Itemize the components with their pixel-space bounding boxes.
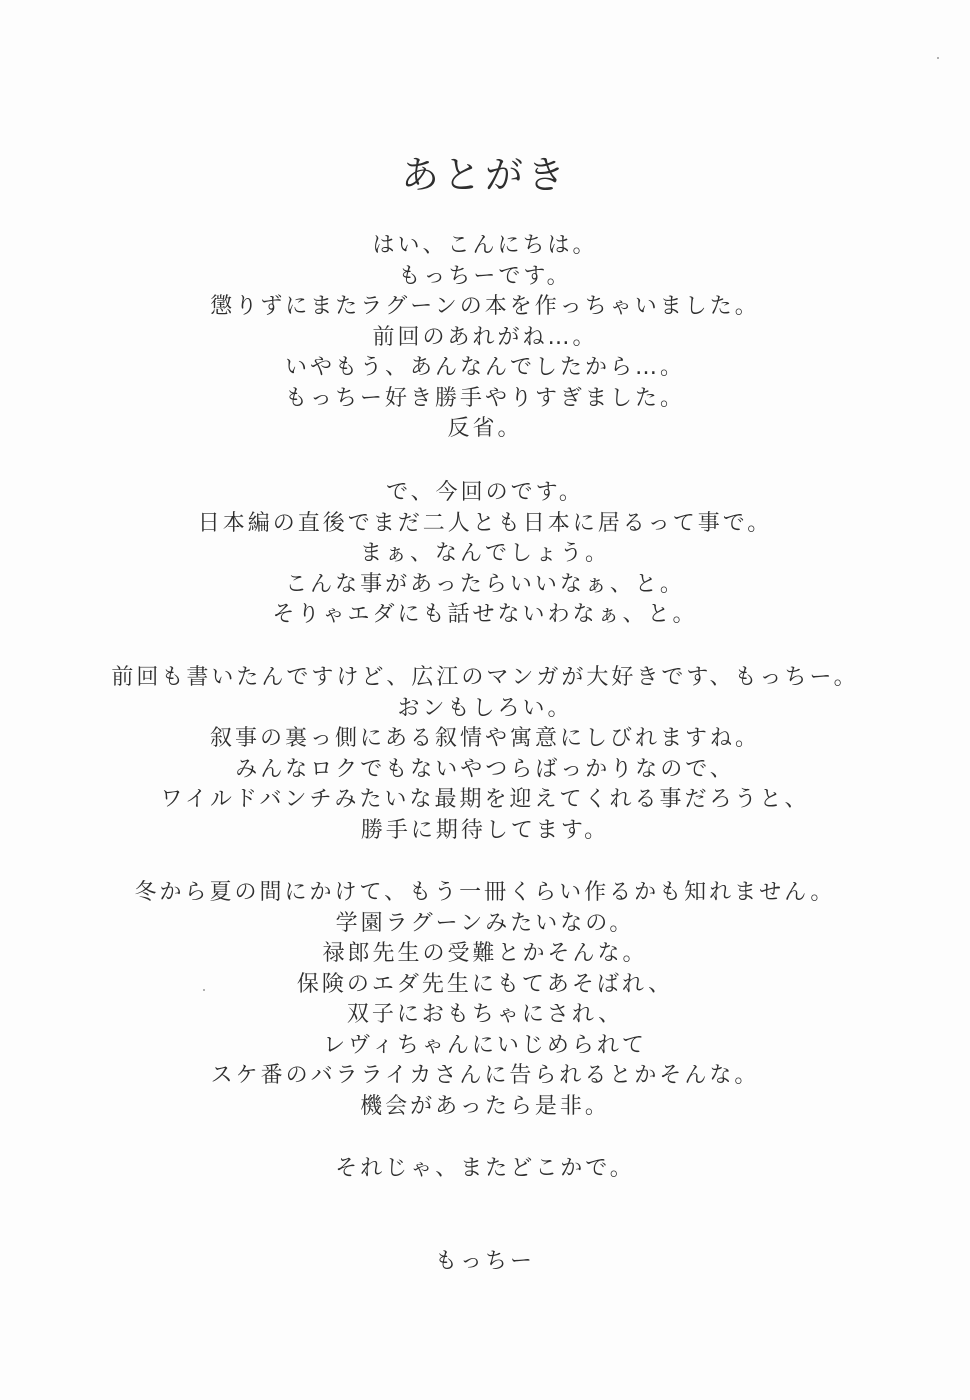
text-line: ワイルドバンチみたいな最期を迎えてくれる事だろうと、 [160, 787, 810, 812]
text-line: 禄郎先生の受難とかそんな。 [322, 941, 648, 966]
text-line: 勝手に期待してます。 [360, 817, 610, 843]
paper-speck [203, 989, 205, 991]
text-line: 冬から夏の間にかけて、もう一冊くらい作るかも知れません。 [134, 880, 836, 905]
text-line: おンもしろい。 [397, 695, 573, 721]
text-line: で、今回のです。 [386, 480, 584, 505]
closing-line: それじゃ、またどこかで。 [335, 1156, 635, 1181]
page-title: あとがき [400, 153, 569, 197]
text-line: 双子におもちゃにされ、 [346, 1002, 624, 1027]
text-line: 日本編の直後でまだ二人とも日本に居るって事で。 [197, 510, 773, 536]
author-signature: もっちー [434, 1249, 535, 1274]
paragraph-4 [0, 878, 970, 1122]
text-line: 反省。 [447, 416, 523, 441]
text-line: スケ番のバラライカさんに告られるとかそんな。 [210, 1063, 760, 1088]
text-line: 保険のエダ先生にもてあそばれ、 [296, 971, 674, 997]
text-line: 前回のあれがね…。 [372, 324, 598, 350]
text-line: 前回も書いたんですけど、広江のマンガが大好きです、もっちー。 [111, 665, 859, 690]
text-line: はい、こんにちは。 [372, 233, 598, 258]
text-line: もっちー好き勝手やりすぎました。 [284, 385, 685, 411]
paragraph-2 [0, 478, 970, 631]
text-line: まぁ、なんでしょう。 [359, 541, 610, 566]
paragraph-1 [0, 231, 970, 445]
text-line: 学園ラグーンみたいなの。 [335, 910, 635, 936]
text-line: 機会があったら是非。 [360, 1093, 610, 1119]
paragraph-3 [0, 663, 970, 846]
text-line: いやもう、あんなんでしたから…。 [284, 355, 685, 380]
text-line: 叙事の裏っ側にある叙情や寓意にしびれますね。 [209, 726, 760, 751]
text-line: そりゃエダにも話せないわなぁ、と。 [272, 602, 698, 627]
paper-speck [937, 57, 939, 59]
text-line: みんなロクでもないやつらばっかりなので、 [235, 756, 735, 782]
text-line: こんな事があったらいいなぁ、と。 [285, 571, 685, 597]
text-line: 懲りずにまたラグーンの本を作っちゃいました。 [210, 294, 760, 319]
text-line: もっちーです。 [398, 263, 572, 289]
text-line: レヴィちゃんにいじめられて [323, 1032, 647, 1058]
